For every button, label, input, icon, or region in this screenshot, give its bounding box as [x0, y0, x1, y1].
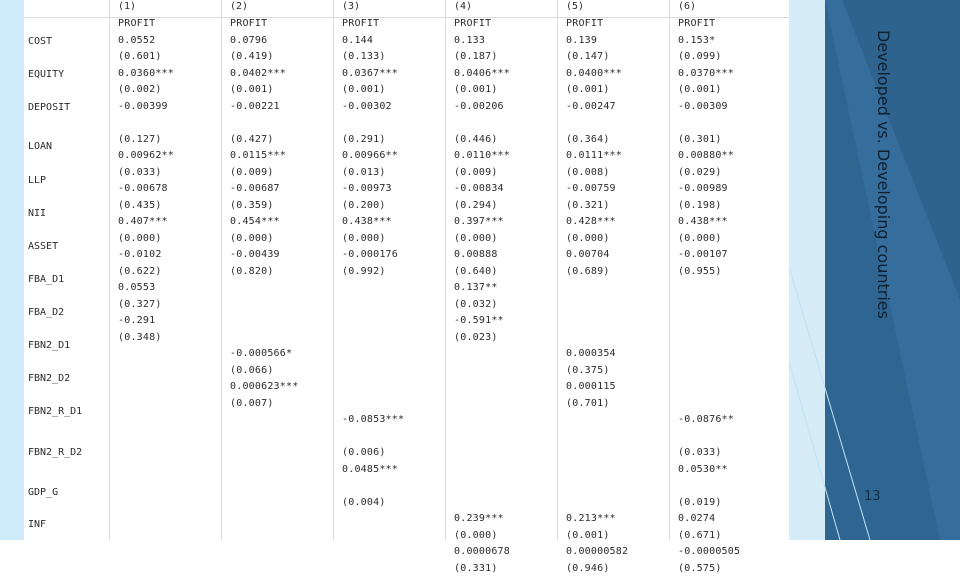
column-4-values: PROFIT 0.133 (0.187) 0.0406*** (0.001) -0.00206 (0.446) 0.0110*** (0.009) -0.00834 (0.294) 0.397*** (0.000) 0.00888 (0.640) 0.137** (0.032) -0.591** (0.023) 0.239*** (0.000) 0.0000678 (0.331) — [454, 18, 510, 574]
column-6-values: PROFIT 0.153* (0.099) 0.0370*** (0.001) -0.00309 (0.301) 0.00880** (0.029) -0.00989 (0.198) 0.438*** (0.000) -0.00107 (0.955) -0.0876** (0.033) 0.0530** (0.019) 0.0274 (0.671) -0.0000505 (0.575) — [678, 18, 741, 574]
column-1-header: (1) — [118, 1, 137, 12]
column-3-values: PROFIT 0.144 (0.133) 0.0367*** (0.001) -0.00302 (0.291) 0.00966** (0.013) -0.00973 (0.200) 0.438*** (0.000) -0.000176 (0.992) -0.0853*** (0.006) 0.0485*** (0.004) — [342, 18, 405, 508]
row-label-nii: NII — [28, 208, 47, 219]
decorative-lines — [780, 0, 960, 540]
regression-table — [24, 0, 789, 574]
row-label-cost: COST — [28, 36, 53, 47]
row-label-gdp-g: GDP_G — [28, 487, 59, 498]
row-label-loan: LOAN — [28, 141, 53, 152]
left-accent-strip — [0, 0, 24, 540]
label-header-cell — [24, 0, 109, 17]
row-label-deposit: DEPOSIT — [28, 102, 71, 113]
page-number: 13 — [864, 489, 881, 504]
row-label-fbn2-d1: FBN2_D1 — [28, 340, 71, 351]
row-label-fbn2-r-d2: FBN2_R_D2 — [28, 447, 83, 458]
row-label-fbn2-d2: FBN2_D2 — [28, 373, 71, 384]
column-6-header: (6) — [678, 1, 697, 12]
column-5-header: (5) — [566, 1, 585, 12]
row-label-fba-d1: FBA_D1 — [28, 274, 65, 285]
column-3-header: (3) — [342, 1, 361, 12]
column-4-header: (4) — [454, 1, 473, 12]
column-1-values: PROFIT 0.0552 (0.601) 0.0360*** (0.002) -0.00399 (0.127) 0.00962** (0.033) -0.00678 (0.435) 0.407*** (0.000) -0.0102 (0.622) 0.0553 (0.327) -0.291 (0.348) — [118, 18, 174, 343]
row-label-equity: EQUITY — [28, 69, 65, 80]
slide-title: Developed vs. Developing countries — [874, 30, 893, 319]
column-5-values: PROFIT 0.139 (0.147) 0.0400*** (0.001) -0.00247 (0.364) 0.0111*** (0.008) -0.00759 (0.321) 0.428*** (0.000) 0.00704 (0.689) 0.000354 (0.375) 0.000115 (0.701) 0.213*** (0.001) 0.00000582 (0.946) — [566, 18, 629, 574]
row-label-fbn2-r-d1: FBN2_R_D1 — [28, 406, 83, 417]
row-label-inf: INF — [28, 519, 47, 530]
column-2-header: (2) — [230, 1, 249, 12]
row-label-asset: ASSET — [28, 241, 59, 252]
row-label-fba-d2: FBA_D2 — [28, 307, 65, 318]
row-label-llp: LLP — [28, 175, 47, 186]
column-2-values: PROFIT 0.0796 (0.419) 0.0402*** (0.001) -0.00221 (0.427) 0.0115*** (0.009) -0.00687 (0.359) 0.454*** (0.000) -0.00439 (0.820) -0.000566* (0.066) 0.000623*** (0.007) — [230, 18, 299, 409]
